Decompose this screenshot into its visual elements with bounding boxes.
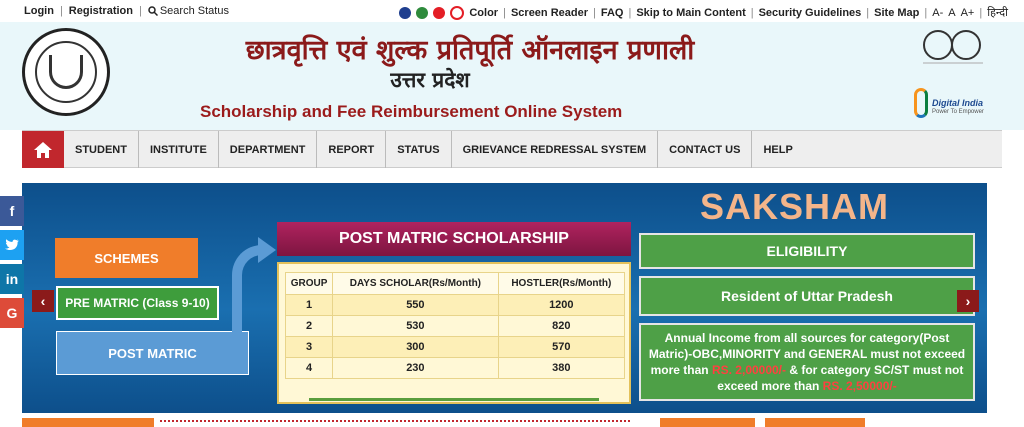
table-row: 2 530 820 [286, 316, 625, 337]
flow-arrow-head [258, 237, 276, 263]
site-map-link[interactable]: Site Map [874, 6, 920, 19]
top-utility-bar: Login | Registration | Search Status Color | Screen Reader | FAQ | Skip to Main Content | Security Guidelines | Site Map | A- A A+ | हिन्दी [0, 0, 1024, 22]
nav-institute[interactable]: INSTITUTE [139, 131, 219, 168]
theme-green-button[interactable] [416, 7, 428, 19]
theme-blue-button[interactable] [399, 7, 411, 19]
separator: | [138, 5, 142, 17]
nav-contact-us[interactable]: CONTACT US [658, 131, 752, 168]
section-tab[interactable] [660, 418, 755, 427]
search-status-link[interactable] [148, 5, 229, 17]
theme-default-button[interactable] [450, 6, 464, 20]
facebook-icon: f [9, 203, 15, 219]
post-matric-scholarship-title: POST MATRIC SCHOLARSHIP [277, 222, 631, 256]
nav-grievance[interactable]: GRIEVANCE REDRESSAL SYSTEM [452, 131, 659, 168]
news-ticker [160, 420, 630, 427]
site-header [0, 22, 1024, 130]
digital-india-logo: Digital India Power To Empower [914, 82, 984, 126]
table-row: 4 230 380 [286, 358, 625, 379]
login-link[interactable]: Login [24, 5, 54, 17]
post-matric-box: POST MATRIC [56, 331, 249, 375]
font-increase-button[interactable]: A+ [960, 6, 975, 19]
section-tab[interactable] [765, 418, 865, 427]
twitter-icon [5, 239, 19, 251]
twitter-button[interactable] [0, 230, 24, 260]
google-plus-button[interactable] [0, 298, 24, 328]
pre-matric-box: PRE MATRIC (Class 9-10) [56, 286, 219, 320]
nav-status[interactable]: STATUS [386, 131, 451, 168]
carousel-prev-button[interactable]: ‹ [32, 290, 54, 312]
scholarship-table [285, 272, 625, 379]
google-plus-icon: G [6, 305, 18, 321]
search-status-label: Search Status [159, 5, 229, 17]
hindi-language-link[interactable]: हिन्दी [987, 6, 1008, 19]
nav-help[interactable]: HELP [763, 143, 793, 156]
font-decrease-button[interactable]: A- [932, 6, 944, 19]
income-criteria-box: Annual Income from all sources for category(Post Matric)-OBC,MINORITY and GENERAL must not exceed more than RS. 2,00000/- & for category SC/ST must not exceed more than RS. 2,50000/- [639, 323, 975, 401]
saksham-title: SAKSHAM [700, 186, 890, 227]
section-tab[interactable] [22, 418, 154, 427]
linkedin-icon: in [5, 271, 19, 287]
nav-student[interactable]: STUDENT [64, 131, 139, 168]
schemes-box: SCHEMES [55, 238, 198, 278]
separator: | [59, 5, 63, 17]
security-guidelines-link[interactable]: Security Guidelines [758, 6, 862, 19]
state-name-hindi: उत्तर प्रदेश [390, 67, 470, 92]
table-header: DAYS SCHOLAR(Rs/Month) [333, 273, 499, 295]
eligibility-box: ELIGIBILITY [639, 233, 975, 269]
color-label: Color [469, 6, 499, 19]
screen-reader-link[interactable]: Screen Reader [510, 6, 588, 19]
table-header: GROUP [286, 273, 333, 295]
facebook-button[interactable] [0, 196, 24, 226]
resident-box: Resident of Uttar Pradesh [639, 276, 975, 316]
scholarship-table-panel [277, 262, 631, 404]
table-row: 1 550 1200 [286, 295, 625, 316]
home-button[interactable] [22, 131, 64, 168]
nav-department[interactable]: DEPARTMENT [219, 131, 318, 168]
site-title-hindi: छात्रवृत्ति एवं शुल्क प्रतिपूर्ति ऑनलाइन प्रणाली [245, 35, 695, 66]
table-header: HOSTLER(Rs/Month) [498, 273, 624, 295]
linkedin-button[interactable] [0, 264, 24, 294]
faq-link[interactable]: FAQ [600, 6, 624, 19]
carousel-next-button[interactable]: › [957, 290, 979, 312]
swachh-bharat-logo [918, 27, 988, 67]
home-icon [33, 141, 53, 159]
search-icon [148, 6, 158, 16]
main-nav [22, 130, 1002, 168]
site-title-english: Scholarship and Fee Reimbursement Online System [200, 102, 623, 121]
nav-report[interactable]: REPORT [317, 131, 386, 168]
theme-red-button[interactable] [433, 7, 445, 19]
registration-link[interactable]: Registration [68, 5, 133, 17]
skip-main-content-link[interactable]: Skip to Main Content [636, 6, 746, 19]
table-row: 3 300 570 [286, 337, 625, 358]
divider [309, 398, 599, 401]
font-normal-button[interactable]: A [948, 6, 956, 19]
